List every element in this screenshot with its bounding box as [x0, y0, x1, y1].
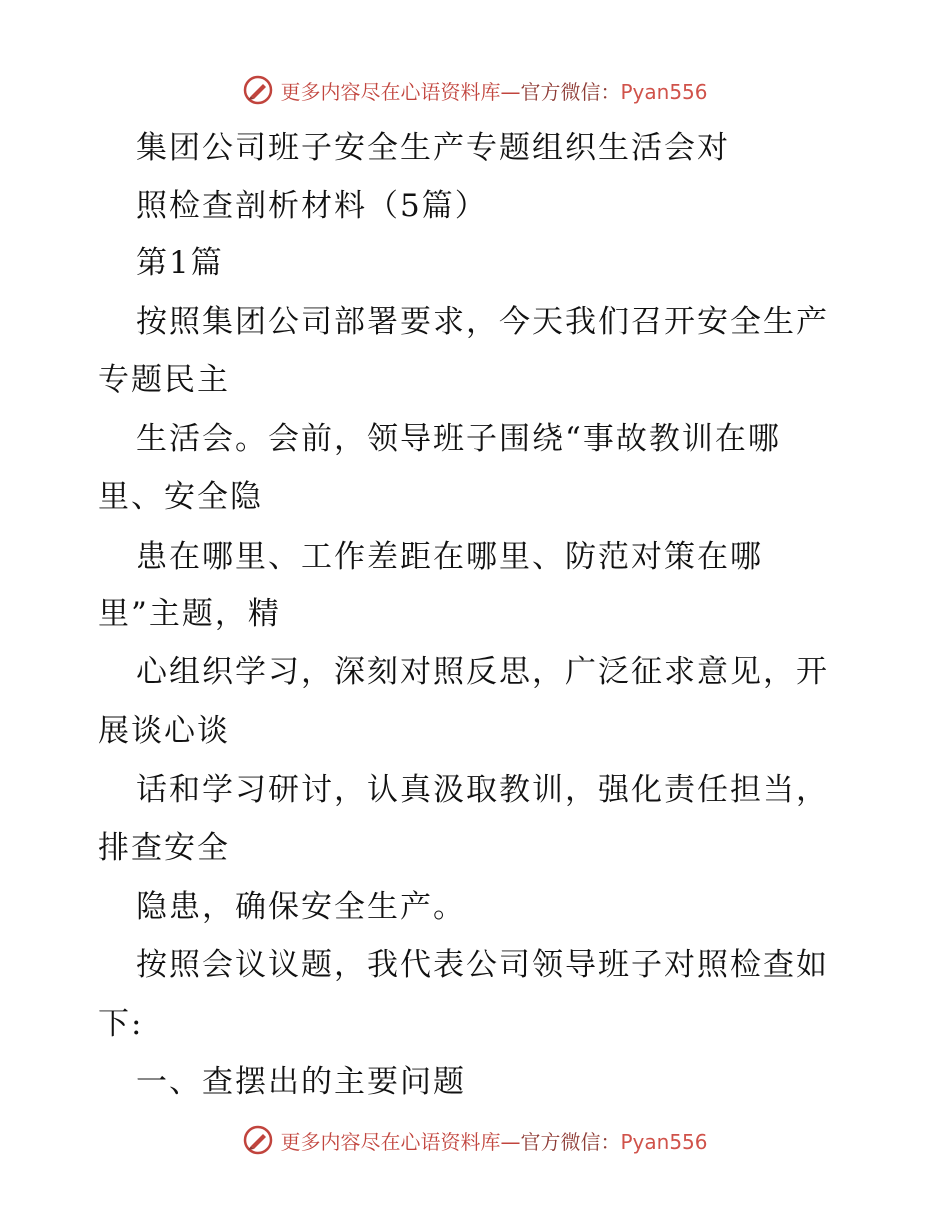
- doc-paragraph-line: 里”主题，精: [98, 596, 281, 632]
- watermark-separator: —: [500, 79, 521, 104]
- doc-paragraph-line: 生活会。会前，领导班子围绕“事故教训在哪: [136, 421, 781, 457]
- doc-paragraph-line: 患在哪里、工作差距在哪里、防范对策在哪: [136, 539, 763, 575]
- doc-paragraph-line: 话和学习研讨，认真汲取教训，强化责任担当，: [136, 772, 829, 808]
- doc-paragraph-line: 里、安全隐: [98, 479, 263, 515]
- watermark-main: 更多内容尽在心语资料库: [280, 79, 501, 104]
- header-watermark-inner: [242, 74, 707, 106]
- watermark-main: 更多内容尽在心语资料库: [280, 1129, 501, 1154]
- doc-section-heading: 第1篇: [136, 245, 224, 281]
- watermark-text: [280, 1126, 707, 1155]
- watermark-official: 官方微信：: [520, 1129, 621, 1154]
- doc-paragraph-line: 排查安全: [98, 830, 230, 866]
- header-watermark: [0, 70, 950, 110]
- watermark-separator: —: [500, 1129, 521, 1154]
- watermark-text: [280, 76, 707, 105]
- doc-title-line-2: 照检查剖析材料（5篇）: [136, 188, 488, 224]
- watermark-official: 官方微信：: [520, 79, 621, 104]
- footer-watermark: [0, 1120, 950, 1160]
- doc-title-line-1: 集团公司班子安全生产专题组织生活会对: [136, 130, 730, 166]
- doc-paragraph-line: 按照集团公司部署要求，今天我们召开安全生产: [136, 304, 829, 340]
- doc-paragraph-line: 按照会议议题，我代表公司领导班子对照检查如: [136, 947, 829, 983]
- doc-paragraph-line: 隐患，确保安全生产。: [136, 889, 466, 925]
- doc-paragraph-line: 专题民主: [98, 362, 230, 398]
- pen-logo-icon: [242, 1124, 274, 1156]
- footer-watermark-inner: [242, 1124, 707, 1156]
- doc-subheading: 一、查摆出的主要问题: [136, 1064, 466, 1100]
- watermark-account: Pyan556: [620, 79, 708, 104]
- doc-paragraph-line: 下:: [98, 1006, 144, 1042]
- doc-paragraph-line: 展谈心谈: [98, 713, 230, 749]
- doc-paragraph-line: 心组织学习，深刻对照反思，广泛征求意见，开: [136, 654, 829, 690]
- watermark-account: Pyan556: [620, 1129, 708, 1154]
- pen-logo-icon: [242, 74, 274, 106]
